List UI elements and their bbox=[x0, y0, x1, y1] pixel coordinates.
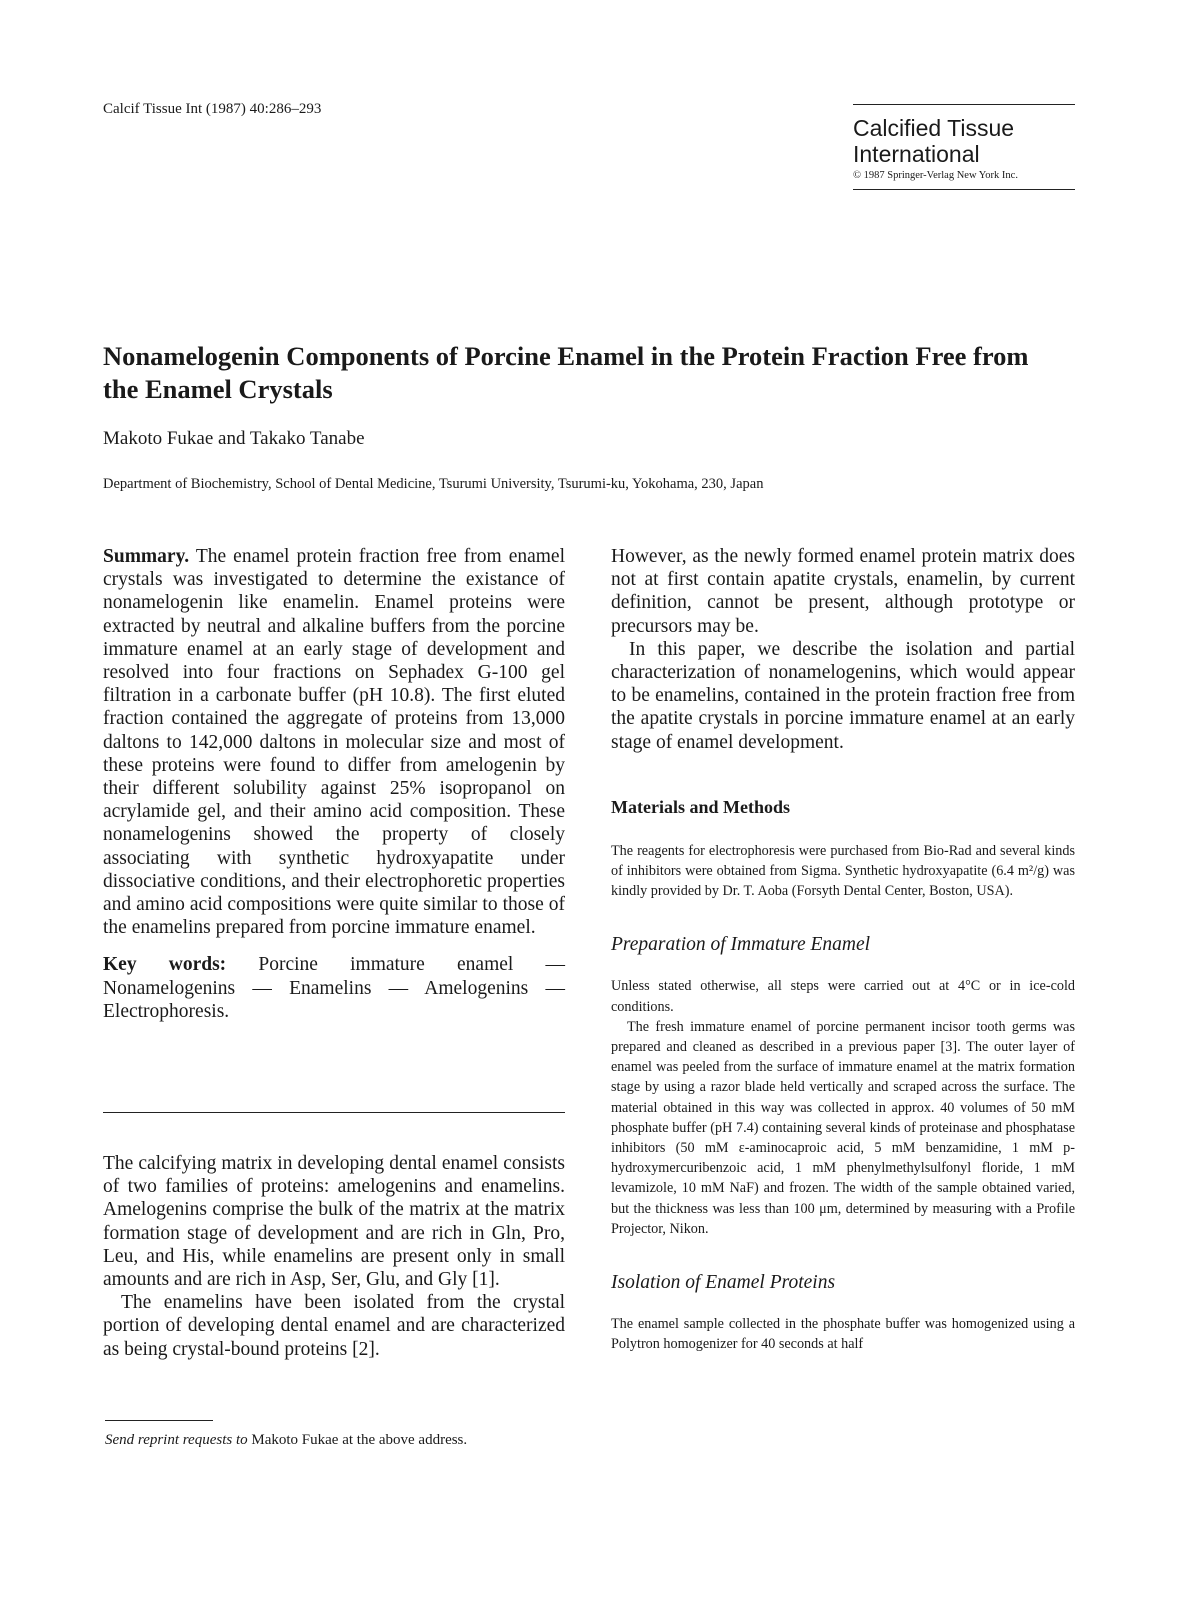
subsection-heading-preparation: Preparation of Immature Enamel bbox=[611, 934, 871, 956]
methods-paragraph-4: The enamel sample collected in the phosphate buffer was homogenized using a Polytron homogenizer for 40 seconds at half bbox=[611, 1316, 1075, 1353]
intro-left bbox=[103, 1152, 565, 1361]
methods-paragraph-2: Unless stated otherwise, all steps were carried out at 4°C or in ice-cold conditions. bbox=[611, 978, 1075, 1015]
intro-paragraph-3: However, as the newly formed enamel protein matrix does not at first contain apatite crystals, enamelin, by current definition, cannot be present, although prototype or precursors may be. bbox=[611, 546, 1075, 637]
article-authors: Makoto Fukae and Takako Tanabe bbox=[103, 428, 365, 449]
section-divider bbox=[103, 1112, 565, 1113]
summary-label: Summary. bbox=[103, 546, 190, 567]
intro-paragraph-1: The calcifying matrix in developing dental enamel consists of two families of proteins: amelogenins and enamelins. Amelogenins comprise the bulk of the matrix at the matrix formation stage of development and are rich in Gln, Pro, Leu, and His, while enamelins are present only in small amounts and are rich in Asp, Ser, Glu, and Gly [1]. bbox=[103, 1153, 565, 1291]
subsection-heading-isolation: Isolation of Enamel Proteins bbox=[611, 1272, 836, 1294]
footnote-rule bbox=[105, 1420, 213, 1421]
article-affiliation: Department of Biochemistry, School of Dental Medicine, Tsurumi University, Tsurumi-ku, Yokohama, 230, Japan bbox=[103, 476, 764, 492]
right-column bbox=[611, 545, 1075, 1354]
footnote bbox=[105, 1432, 467, 1449]
methods-heading: Materials and Methods bbox=[611, 796, 790, 817]
intro-paragraph-4: In this paper, we describe the isolation and partial characterization of nonamelogenins, which would appear to be enamelins, contained in the protein fraction free from the apatite crystals in porcine immature enamel at an early stage of enamel development. bbox=[611, 638, 1075, 753]
journal-name: Calcified Tissue International bbox=[853, 115, 1015, 167]
footnote-italic: Send reprint requests to bbox=[105, 1432, 248, 1448]
intro-paragraph-2: The enamelins have been isolated from the crystal portion of developing dental enamel and are characterized as being crystal-bound proteins [2]. bbox=[103, 1292, 565, 1360]
footnote-text: Makoto Fukae at the above address. bbox=[251, 1432, 468, 1448]
summary-paragraph bbox=[103, 545, 565, 939]
keywords-text: Porcine immature enamel — Nonamelogenins — Enamelins — Amelogenins — Electrophoresis. bbox=[103, 954, 565, 1022]
left-column bbox=[103, 545, 565, 1023]
journal-masthead bbox=[853, 104, 1075, 190]
keywords-label: Key words: bbox=[103, 954, 227, 976]
article-title: Nonamelogenin Components of Porcine Enamel in the Protein Fraction Free from the Enamel Crystals bbox=[103, 341, 1029, 404]
keywords-paragraph bbox=[103, 953, 565, 1023]
methods-paragraph-3: The fresh immature enamel of porcine permanent incisor tooth germs was prepared and cleaned as described in a previous paper [3]. The outer layer of enamel was peeled from the surface of immature enamel at the matrix formation stage by using a razor blade held vertically and scraped across the surface. The material obtained in this way was collected in approx. 40 volumes of 50 mM phosphate buffer (pH 7.4) containing several kinds of proteinase and phosphatase inhibitors (50 mM ε-aminocaproic acid, 5 mM benzamidine, 1 mM p-hydroxymercuribenzoic acid, 1 mM phenylmethylsulfonyl floride, 1 mM levamizole, 10 mM NaF) and frozen. The width of the sample obtained varied, but the thickness was less than 100 μm, determined by measuring with a Profile Projector, Nikon. bbox=[611, 1018, 1075, 1237]
journal-citation: Calcif Tissue Int (1987) 40:286–293 bbox=[103, 101, 322, 117]
copyright-line: © 1987 Springer-Verlag New York Inc. bbox=[853, 170, 1018, 181]
masthead-top-rule bbox=[853, 104, 1075, 105]
summary-text: The enamel protein fraction free from enamel crystals was investigated to determine the existance of nonamelogenin like enamelin. Enamel proteins were extracted by neutral and alkaline buffers from the porcine immature enamel at an early stage of development and resolved into four fractions on Sephadex G-100 gel filtration in a carbonate buffer (pH 10.8). The first eluted fraction contained the aggregate of proteins from 13,000 daltons to 142,000 daltons in molecular size and most of these proteins were found to differ from amelogenin by their different solubility against 25% isopropanol on acrylamide gel, and their amino acid composition. These nonamelogenins showed the property of closely associating with synthetic hydroxyapatite under dissociative conditions, and their electrophoretic properties and amino acid compositions were quite similar to those of the enamelins prepared from porcine immature enamel. bbox=[103, 546, 565, 939]
methods-paragraph-1: The reagents for electrophoresis were purchased from Bio-Rad and several kinds of inhibitors were obtained from Sigma. Synthetic hydroxyapatite (6.4 m²/g) was kindly provided by Dr. T. Aoba (Forsyth Dental Center, Boston, USA). bbox=[611, 842, 1075, 900]
masthead-bottom-rule bbox=[853, 189, 1075, 190]
